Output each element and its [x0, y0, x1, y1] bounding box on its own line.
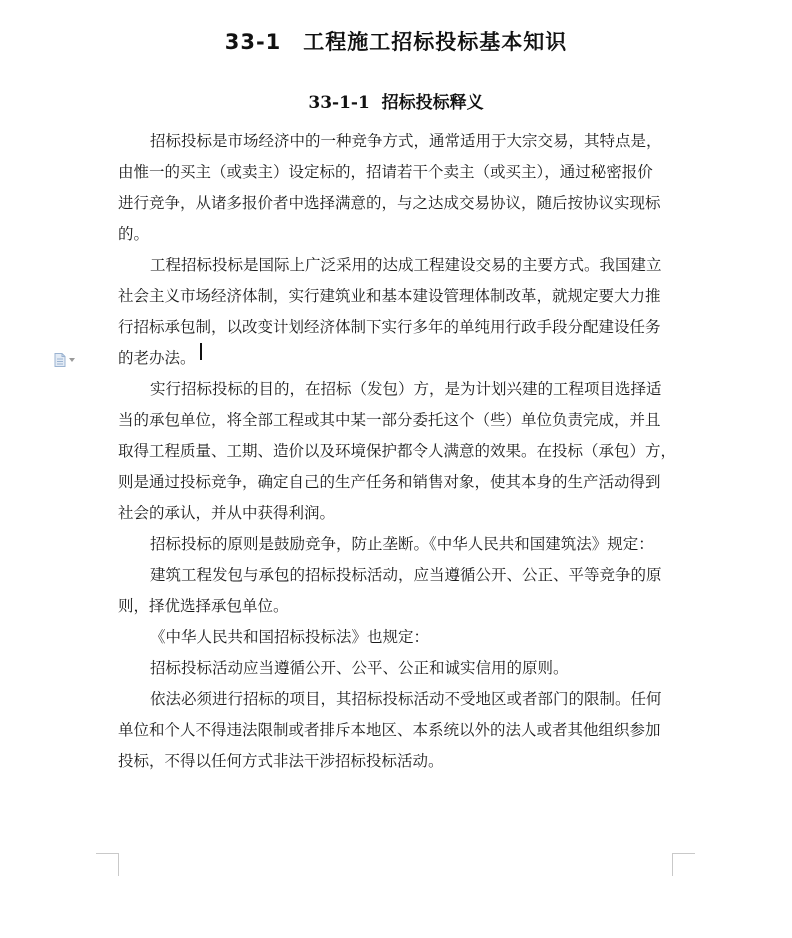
page-corner-mark-left [96, 853, 119, 876]
text-line: 建筑工程发包与承包的招标投标活动，应当遵循公开、公正、平等竞争的原 [150, 566, 662, 584]
text-line: 工程招标投标是国际上广泛采用的达成工程建设交易的主要方式。我国建立 [150, 256, 662, 274]
paragraph-options-button[interactable] [54, 353, 80, 367]
section-heading: 33-1-1 招标投标释义 [308, 93, 484, 113]
document-body[interactable] [118, 126, 677, 777]
text-line: 依法必须进行招标的项目，其招标投标活动不受地区或者部门的限制。任何 [150, 690, 662, 708]
text-line: 单位和个人不得违法限制或者排斥本地区、本系统以外的法人或者其他组织参加 [118, 721, 661, 739]
text-line: 社会的承认，并从中获得利润。 [118, 504, 336, 522]
document-icon [54, 353, 66, 367]
text-line: 当的承包单位，将全部工程或其中某一部分委托这个（些）单位负责完成，并且 [118, 411, 661, 429]
text-line: 则，择优选择承包单位。 [118, 597, 289, 615]
text-line: 进行竞争，从诸多报价者中选择满意的，与之达成交易协议，随后按协议实现标 [118, 194, 661, 212]
text-line: 《中华人民共和国招标投标法》也规定： [150, 628, 430, 646]
text-line: 的。 [118, 225, 150, 243]
text-line-with-cursor [118, 343, 673, 374]
text-line: 招标投标是市场经济中的一种竞争方式，通常适用于大宗交易，其特点是， [150, 132, 662, 150]
text-line: 行招标承包制，以改变计划经济体制下实行多年的单纯用行政手段分配建设任务 [118, 318, 661, 336]
text-line: 由惟一的买主（或卖主）设定标的，招请若干个卖主（或买主），通过秘密报价 [118, 163, 653, 181]
text-line: 实行招标投标的目的，在招标（发包）方，是为计划兴建的工程项目选择适 [150, 380, 662, 398]
chapter-heading: 33-1 工程施工招标投标基本知识 [224, 30, 568, 54]
text-segment: 的老办法。 [118, 349, 196, 367]
text-line: 招标投标的原则是鼓励竞争，防止垄断。《中华人民共和国建筑法》规定： [150, 535, 654, 553]
chevron-down-icon [69, 358, 75, 362]
text-line: 则是通过投标竞争，确定自己的生产任务和销售对象，使其本身的生产活动得到 [118, 473, 661, 491]
text-line: 招标投标活动应当遵循公开、公平、公正和诚实信用的原则。 [150, 659, 569, 677]
text-cursor [200, 343, 202, 360]
text-line: 取得工程质量、工期、造价以及环境保护都令人满意的效果。在投标（承包）方， [118, 442, 677, 460]
text-line: 投标，不得以任何方式非法干涉招标投标活动。 [118, 752, 444, 770]
page-corner-mark-right [672, 853, 695, 876]
text-line: 社会主义市场经济体制，实行建筑业和基本建设管理体制改革，就规定要大力推 [118, 287, 661, 305]
